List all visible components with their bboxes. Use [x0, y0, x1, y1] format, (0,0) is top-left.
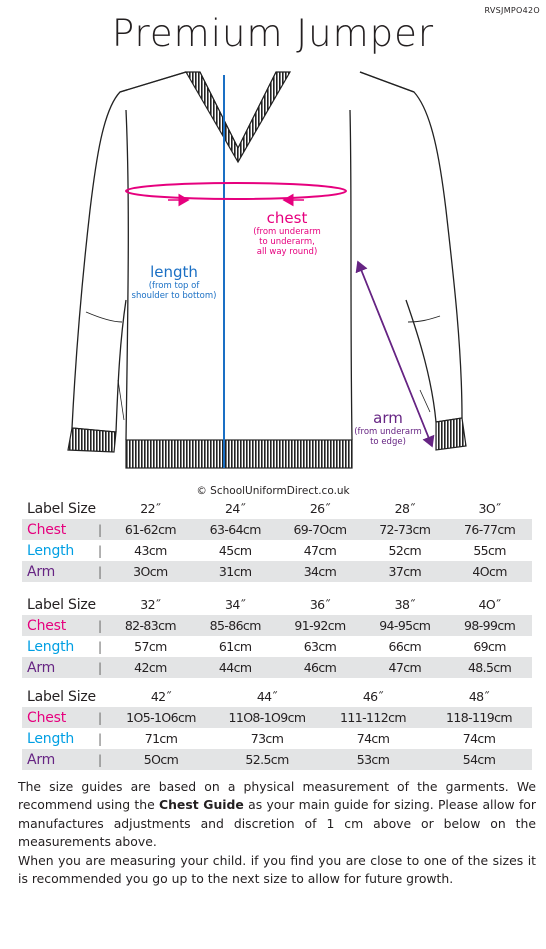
chest-cell: 91-92cm — [278, 615, 363, 636]
table-row-chest — [22, 519, 532, 540]
arm-cell: 34cm — [278, 561, 363, 582]
row-label-arm: Arm — [22, 561, 98, 582]
document-code: RVSJMPO42O — [484, 6, 540, 15]
table-row-arm — [22, 657, 532, 678]
chest-cell: 98-99cm — [447, 615, 532, 636]
arm-cell: 37cm — [362, 561, 447, 582]
length-cell: 73cm — [250, 731, 284, 746]
length-cell: 69cm — [473, 639, 506, 654]
row-label-size: Label Size — [27, 688, 96, 705]
separator — [98, 686, 108, 707]
size-cell: 48˝ — [468, 689, 490, 704]
separator — [98, 498, 108, 519]
chest-cell: 85-86cm — [193, 615, 278, 636]
length-cell: 74cm — [356, 731, 390, 746]
arm-cell: 52.5cm — [214, 749, 320, 770]
separator — [98, 594, 108, 615]
row-label-arm: Arm — [22, 749, 98, 770]
size-cell: 4O˝ — [478, 597, 501, 612]
length-cell: 74cm — [462, 731, 496, 746]
length-cell: 47cm — [303, 543, 337, 558]
chest-cell: 69-7Ocm — [278, 519, 363, 540]
size-table-3 — [22, 686, 532, 770]
row-label-arm: Arm — [22, 657, 98, 678]
table-row-size — [22, 498, 532, 519]
size-cell: 22˝ — [140, 501, 161, 516]
left-cuff — [68, 428, 116, 452]
arm-cell: 47cm — [362, 657, 447, 678]
size-cell: 32˝ — [140, 597, 161, 612]
separator: | — [98, 749, 108, 770]
waistband — [126, 440, 352, 468]
arm-cell: 54cm — [426, 749, 532, 770]
size-cell: 28˝ — [394, 501, 415, 516]
row-label-chest: Chest — [22, 707, 98, 728]
size-cell: 26˝ — [309, 501, 331, 516]
row-label-chest: Chest — [22, 615, 98, 636]
size-cell: 46˝ — [362, 689, 384, 704]
arm-cell: 31cm — [193, 561, 278, 582]
length-cell: 71cm — [144, 731, 178, 746]
length-cell: 45cm — [218, 543, 252, 558]
chest-cell: 61-62cm — [108, 519, 193, 540]
size-cell: 24˝ — [225, 501, 246, 516]
table-row-size — [22, 686, 532, 707]
separator: | — [98, 519, 108, 540]
size-cell: 42˝ — [150, 689, 172, 704]
size-cell: 38˝ — [394, 597, 415, 612]
separator: | — [98, 731, 102, 746]
separator: | — [98, 543, 102, 558]
chest-cell: 11O8-1O9cm — [214, 707, 320, 728]
separator: | — [98, 657, 108, 678]
chest-cell: 63-64cm — [193, 519, 278, 540]
chest-cell: 118-119cm — [426, 707, 532, 728]
separator: | — [98, 615, 108, 636]
arm-cell: 42cm — [108, 657, 193, 678]
right-cuff — [436, 418, 466, 450]
table-row-chest — [22, 615, 532, 636]
row-label-length: Length — [27, 730, 75, 747]
table-row-arm — [22, 749, 532, 770]
row-label-length: Length — [27, 638, 75, 655]
table-row-length — [22, 540, 532, 561]
row-label-length: Length — [27, 542, 75, 559]
table-row-chest — [22, 707, 532, 728]
length-cell: 43cm — [134, 543, 167, 558]
length-cell: 63cm — [303, 639, 337, 654]
page-title: Premium Jumper — [111, 12, 435, 55]
size-table-2 — [22, 594, 532, 678]
chest-cell: 76-77cm — [447, 519, 532, 540]
length-cell: 57cm — [134, 639, 167, 654]
table-row-size — [22, 594, 532, 615]
separator: | — [98, 561, 108, 582]
sizing-notes — [18, 778, 536, 888]
table-row-length — [22, 728, 532, 749]
table-row-arm — [22, 561, 532, 582]
arm-cell: 46cm — [278, 657, 363, 678]
arm-cell: 5Ocm — [108, 749, 214, 770]
chest-cell: 72-73cm — [362, 519, 447, 540]
note-paragraph-2: When you are measuring your child. if you find you are close to one of the sizes it is recommended you go up to the next size to allow for future growth. — [18, 852, 536, 887]
size-cell: 36˝ — [309, 597, 331, 612]
row-label-size: Label Size — [27, 500, 96, 517]
note-paragraph-1: The size guides are based on a physical measurement of the garments. We recommend using the Chest Guide as your main guide for sizing. Please allow for manufactures adjustments and discretion of 1 cm above or below on the measurements above. — [18, 779, 536, 850]
chest-cell: 111-112cm — [320, 707, 426, 728]
chest-cell: 94-95cm — [362, 615, 447, 636]
size-table-1 — [22, 498, 532, 582]
size-cell: 3O˝ — [478, 501, 501, 516]
arm-cell: 44cm — [193, 657, 278, 678]
length-cell: 52cm — [388, 543, 422, 558]
table-row-length — [22, 636, 532, 657]
length-cell: 55cm — [473, 543, 506, 558]
chest-cell: 82-83cm — [108, 615, 193, 636]
chest-label: chest (from underarm to underarm, all way round) — [253, 209, 321, 258]
arm-cell: 3Ocm — [108, 561, 193, 582]
row-label-size: Label Size — [27, 596, 96, 613]
row-label-chest: Chest — [22, 519, 98, 540]
separator: | — [98, 639, 102, 654]
arm-label: arm (from underarm to edge) — [354, 409, 422, 448]
copyright-text: © SchoolUniformDirect.co.uk — [196, 485, 350, 497]
arm-cell: 48.5cm — [447, 657, 532, 678]
arm-cell: 53cm — [320, 749, 426, 770]
arm-cell: 4Ocm — [447, 561, 532, 582]
chest-cell: 1O5-1O6cm — [108, 707, 214, 728]
size-cell: 34˝ — [225, 597, 246, 612]
separator: | — [98, 707, 108, 728]
length-label: length (from top of shoulder to bottom) — [131, 263, 217, 302]
length-cell: 61cm — [218, 639, 252, 654]
chest-measure-ellipse — [126, 183, 346, 199]
length-cell: 66cm — [388, 639, 422, 654]
size-cell: 44˝ — [256, 689, 278, 704]
